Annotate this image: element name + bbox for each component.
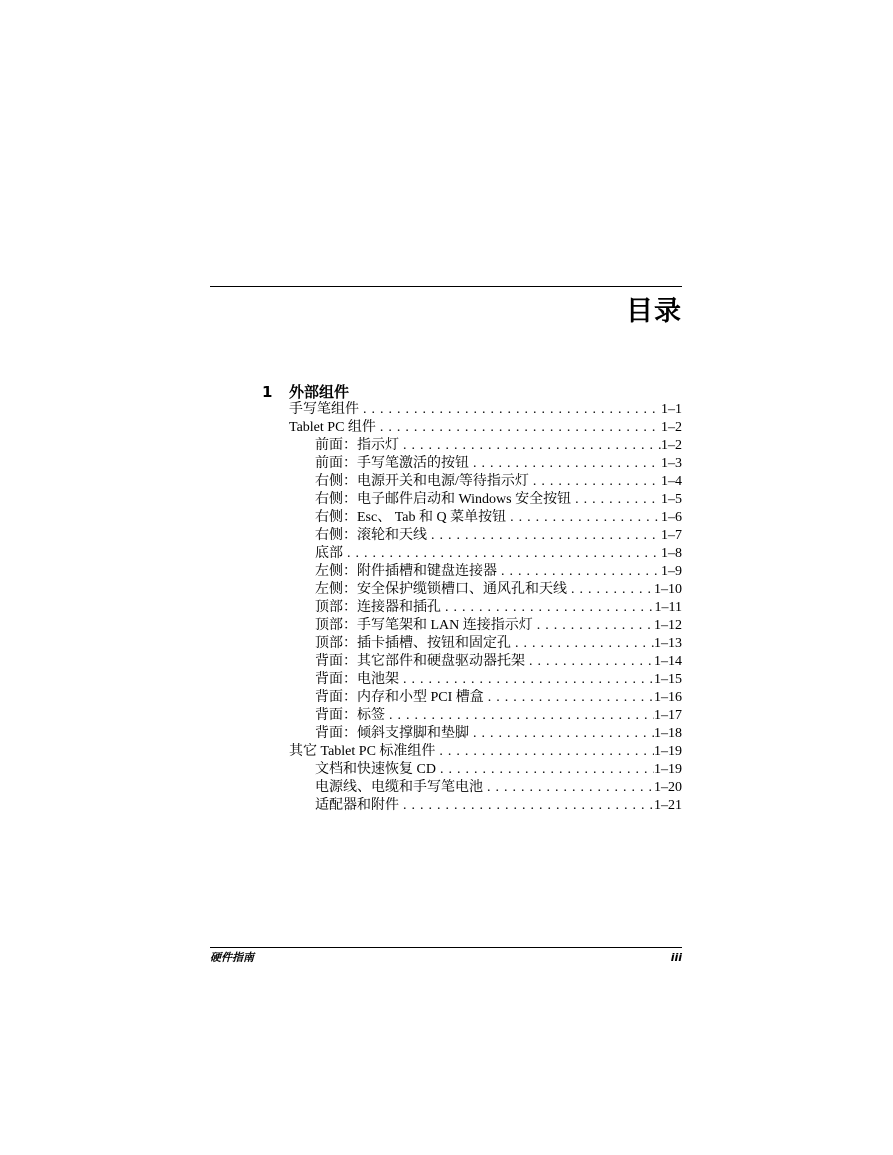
toc-entry-page: 1–15: [654, 672, 682, 687]
chapter-heading[interactable]: [262, 381, 349, 403]
toc-entry[interactable]: [289, 599, 682, 617]
toc-entry-title: 手写笔组件: [289, 402, 359, 417]
toc-entry[interactable]: [289, 689, 682, 707]
toc-entry-page: 1–12: [654, 618, 682, 633]
toc-entry-title: 右侧：滚轮和天线: [315, 528, 427, 543]
dot-leader: [484, 689, 654, 707]
toc-entry-page: 1–13: [654, 636, 682, 651]
toc-entry-page: 1–20: [654, 780, 682, 795]
toc-entry-title: 文档和快速恢复 CD: [315, 762, 436, 777]
toc-entry[interactable]: [289, 707, 682, 725]
toc-entry-page: 1–19: [654, 744, 682, 759]
toc-entry[interactable]: [289, 581, 682, 599]
toc-entry-page: 1–8: [661, 546, 682, 561]
toc-entry-page: 1–10: [654, 582, 682, 597]
dot-leader: [427, 527, 661, 545]
toc-entry-title: 前面：手写笔激活的按钮: [315, 456, 469, 471]
dot-leader: [343, 545, 661, 563]
dot-leader: [525, 653, 654, 671]
toc-entry[interactable]: [289, 725, 682, 743]
toc-entry-page: 1–21: [654, 798, 682, 813]
bottom-rule: [210, 947, 682, 948]
dot-leader: [399, 797, 654, 815]
dot-leader: [567, 581, 654, 599]
toc-entry-title: 前面：指示灯: [315, 438, 399, 453]
toc-entry-title: 适配器和附件: [315, 798, 399, 813]
toc-entry[interactable]: [289, 437, 682, 455]
toc-entry-title: 背面：标签: [315, 708, 385, 723]
toc-entry-title: 背面：内存和小型 PCI 槽盒: [315, 690, 484, 705]
toc-entry-page: 1–2: [661, 438, 682, 453]
toc-entry[interactable]: [289, 563, 682, 581]
toc-entry-page: 1–19: [654, 762, 682, 777]
toc-entry-title: 底部: [315, 546, 343, 561]
dot-leader: [483, 779, 654, 797]
dot-leader: [469, 725, 654, 743]
page-title: 目录: [626, 296, 682, 327]
footer-book-title: 硬件指南: [210, 951, 254, 964]
toc-entry-page: 1–6: [661, 510, 682, 525]
dot-leader: [376, 419, 661, 437]
toc-entry[interactable]: [289, 509, 682, 527]
chapter-number: 1: [262, 383, 273, 401]
toc-entry-title: 右侧：电源开关和电源/等待指示灯: [315, 474, 529, 489]
dot-leader: [533, 617, 654, 635]
toc-entry-title: 背面：倾斜支撑脚和垫脚: [315, 726, 469, 741]
toc-entry-page: 1–4: [661, 474, 682, 489]
toc-entry-title: 背面：电池架: [315, 672, 399, 687]
dot-leader: [435, 743, 654, 761]
toc-entry[interactable]: [289, 797, 682, 815]
chapter-title: 外部组件: [289, 383, 350, 401]
toc-entry-title: 左侧：安全保护缆锁槽口、通风孔和天线: [315, 582, 567, 597]
toc-entry-page: 1–3: [661, 456, 682, 471]
dot-leader: [469, 455, 661, 473]
toc-entry-page: 1–14: [654, 654, 682, 669]
toc-entry-page: 1–18: [654, 726, 682, 741]
toc-entry[interactable]: [289, 401, 682, 419]
dot-leader: [436, 761, 654, 779]
dot-leader: [441, 599, 655, 617]
toc-entry-page: 1–9: [661, 564, 682, 579]
toc-entry[interactable]: [289, 545, 682, 563]
toc-entry[interactable]: [289, 473, 682, 491]
toc-entry-title: 顶部：连接器和插孔: [315, 600, 441, 615]
dot-leader: [399, 671, 654, 689]
toc-entry[interactable]: [289, 743, 682, 761]
dot-leader: [399, 437, 661, 455]
toc-entry[interactable]: [289, 455, 682, 473]
top-rule: [210, 286, 682, 287]
toc-entry-title: 电源线、电缆和手写笔电池: [315, 780, 483, 795]
dot-leader: [359, 401, 661, 419]
toc-entry[interactable]: [289, 527, 682, 545]
toc-entry[interactable]: [289, 671, 682, 689]
toc-entry[interactable]: [289, 419, 682, 437]
toc-entry-title: 顶部：手写笔架和 LAN 连接指示灯: [315, 618, 533, 633]
toc-entry-page: 1–5: [661, 492, 682, 507]
toc-entry[interactable]: [289, 653, 682, 671]
dot-leader: [571, 491, 661, 509]
toc-entry-page: 1–2: [661, 420, 682, 435]
toc-entry[interactable]: [289, 779, 682, 797]
toc-entry-page: 1–7: [661, 528, 682, 543]
toc-entry-title: 顶部：插卡插槽、按钮和固定孔: [315, 636, 511, 651]
toc-entry-page: 1–17: [654, 708, 682, 723]
toc-entry-page: 1–11: [654, 600, 682, 615]
toc-entry[interactable]: [289, 635, 682, 653]
dot-leader: [511, 635, 654, 653]
toc-entry-page: 1–16: [654, 690, 682, 705]
footer-page-number: iii: [670, 951, 682, 964]
toc-entry[interactable]: [289, 761, 682, 779]
dot-leader: [529, 473, 661, 491]
dot-leader: [385, 707, 654, 725]
toc-entry-title: Tablet PC 组件: [289, 420, 376, 435]
toc-entry-title: 右侧：电子邮件启动和 Windows 安全按钮: [315, 492, 572, 507]
toc-entry-title: 左侧：附件插槽和键盘连接器: [315, 564, 497, 579]
toc-entry-page: 1–1: [661, 402, 682, 417]
toc-entry-title: 背面：其它部件和硬盘驱动器托架: [315, 654, 525, 669]
toc-entry[interactable]: [289, 617, 682, 635]
dot-leader: [506, 509, 661, 527]
toc-entry-title: 其它 Tablet PC 标准组件: [289, 744, 436, 759]
table-of-contents: [289, 401, 682, 815]
toc-entry[interactable]: [289, 491, 682, 509]
dot-leader: [497, 563, 661, 581]
toc-entry-title: 右侧：Esc、 Tab 和 Q 菜单按钮: [315, 510, 507, 525]
